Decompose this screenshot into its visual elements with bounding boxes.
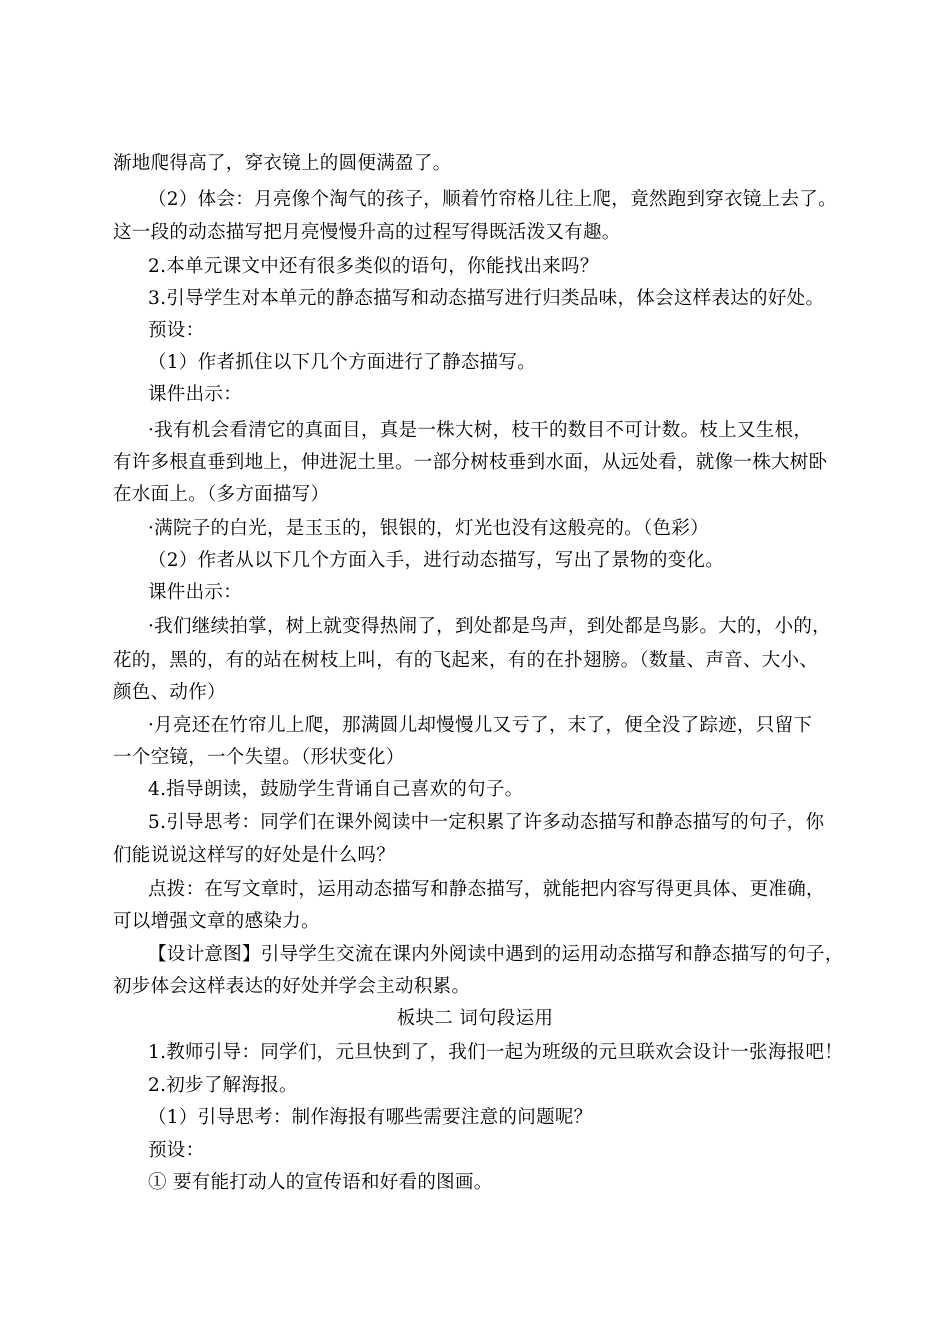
text-line: 3.引导学生对本单元的静态描写和动态描写进行归类品味，体会这样表达的好处。 [148,288,825,309]
text-line: 4.指导朗读，鼓励学生背诵自己喜欢的句子。 [148,779,524,800]
text-line: ·满院子的白光，是玉玉的，银银的，灯光也没有这般亮的。（色彩） [148,518,709,539]
text-line: ·我有机会看清它的真面目，真是一株大树，枝干的数目不可计数。枝上又生根， [148,420,813,441]
text-line: 渐地爬得高了，穿衣镜上的圆便满盈了。 [113,153,452,174]
text-line: 有许多根直垂到地上，伸进泥土里。一部分树枝垂到水面，从远处看，就像一株大树卧 [113,452,828,473]
text-line: 在水面上。（多方面描写） [113,484,330,505]
text-line: ·我们继续拍掌，树上就变得热闹了，到处都是鸟声，到处都是鸟影。大的，小的， [148,616,831,637]
text-line: 一个空镜，一个失望。（形状变化） [113,747,405,768]
text-line: 这一段的动态描写把月亮慢慢升高的过程写得既活泼又有趣。 [113,222,621,243]
text-line: （1）作者抓住以下几个方面进行了静态描写。 [148,352,537,373]
text-line: 点拨：在写文章时，运用动态描写和静态描写，就能把内容写得更具体、更准确， [148,879,825,900]
text-line: 们能说说这样写的好处是什么吗？ [113,845,396,866]
text-line: （2）体会：月亮像个淘气的孩子，顺着竹帘格儿往上爬，竟然跑到穿衣镜上去了。 [148,189,837,210]
text-line: 1.教师引导：同学们，元旦快到了，我们一起为班级的元旦联欢会设计一张海报吧！ [148,1042,844,1063]
text-line: 2.本单元课文中还有很多类似的语句，你能找出来吗？ [148,256,599,277]
text-line: 预设： [148,1140,205,1161]
text-line: 2.初步了解海报。 [148,1075,298,1096]
section-heading: 板块二 词句段运用 [396,1008,554,1029]
text-line: ① 要有能打动人的宣传语和好看的图画。 [148,1172,493,1193]
text-line: 【设计意图】引导学生交流在课内外阅读中遇到的运用动态描写和静态描写的句子， [148,944,844,965]
text-line: （2）作者从以下几个方面入手，进行动态描写，写出了景物的变化。 [148,550,725,571]
text-line: ·月亮还在竹帘儿上爬，那满圆儿却慢慢儿又亏了，末了，便全没了踪迹，只留下 [148,715,813,736]
text-line: 颜色、动作） [113,682,226,703]
text-line: （1）引导思考：制作海报有哪些需要注意的问题呢？ [148,1107,593,1128]
text-line: 5.引导思考：同学们在课外阅读中一定积累了许多动态描写和静态描写的句子，你 [148,812,825,833]
text-line: 课件出示： [148,384,243,405]
text-line: 初步体会这样表达的好处并学会主动积累。 [113,976,471,997]
text-line: 预设： [148,320,205,341]
text-line: 课件出示： [148,582,243,603]
text-line: 可以增强文章的感染力。 [113,911,320,932]
text-line: 花的，黑的，有的站在树枝上叫，有的飞起来，有的在扑翅膀。（数量、声音、大小、 [113,650,819,671]
